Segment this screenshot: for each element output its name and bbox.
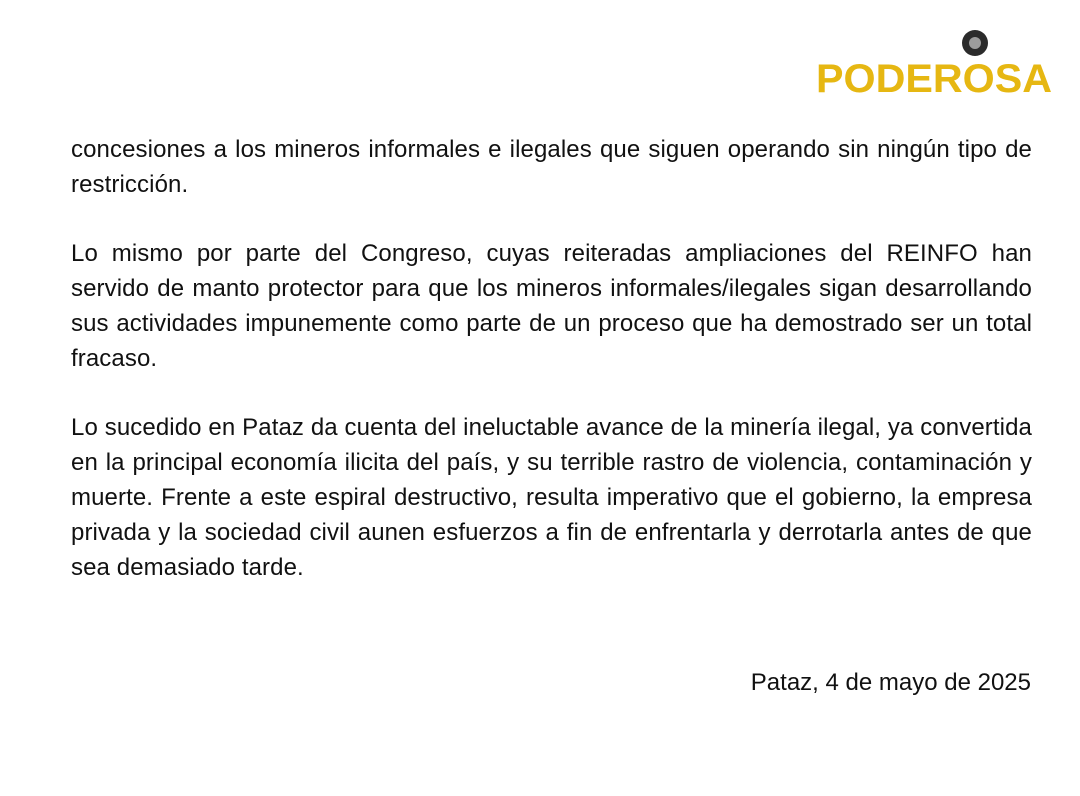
- place-date-line: Pataz, 4 de mayo de 2025: [750, 669, 1031, 696]
- logo-wordmark: PODEROSA: [816, 57, 1052, 98]
- paragraph-3: Lo sucedido en Pataz da cuenta del ineluctable avance de la minería ilegal, ya convertida en la principal economía ilicita del país, y su terrible rastro de violencia, contaminación y muerte. Frente a este espiral destructivo, resulta imperativo que el gobierno, la empresa privada y la sociedad civil aunen esfuerzos a fin de enfrentarla y derrotarla antes de que sea demasiado tarde.: [71, 414, 1032, 581]
- logo-mark-inner: [969, 37, 981, 49]
- paragraph-2: Lo mismo por parte del Congreso, cuyas reiteradas ampliaciones del REINFO han servido de manto protector para que los mineros informales/ilegales sigan desarrollando sus actividades impunemente como parte de un proceso que ha demostrado ser un total fracaso.: [71, 240, 1032, 372]
- poderosa-logo-graphic: [814, 28, 1059, 98]
- paragraph-1: concesiones a los mineros informales e ilegales que siguen operando sin ningún tipo de restricción.: [71, 136, 1032, 198]
- letter-body: [71, 132, 1032, 619]
- poderosa-logo: [814, 28, 1059, 98]
